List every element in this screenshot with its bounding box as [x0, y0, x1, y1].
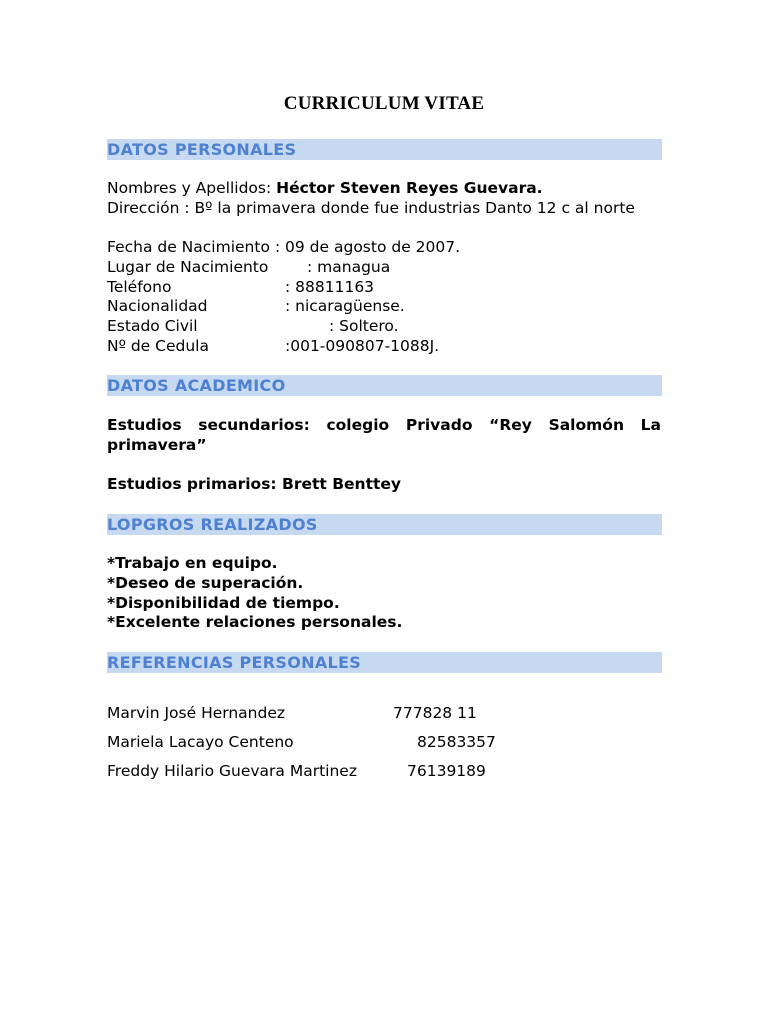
nationality-row [107, 296, 667, 316]
section-header-references [107, 652, 662, 673]
reference-row [107, 761, 667, 781]
phone-label: Teléfono [107, 278, 172, 296]
section-personal-label: DATOS PERSONALES [107, 140, 297, 159]
birth-place-label: Lugar de Nacimiento [107, 258, 269, 276]
reference-name: Mariela Lacayo Centeno [107, 733, 294, 751]
reference-name: Freddy Hilario Guevara Martinez [107, 762, 357, 780]
birth-date-row [107, 237, 460, 257]
achievement-item: *Disponibilidad de tiempo. [107, 594, 340, 612]
name-row [107, 178, 543, 198]
primary-studies: Estudios primarios: Brett Benttey [107, 475, 402, 493]
section-header-achievements [107, 514, 662, 535]
address-row: Dirección : Bº la primavera donde fue industrias Danto 12 c al norte [107, 199, 635, 217]
achievement-item: *Trabajo en equipo. [107, 554, 278, 572]
civil-status-value: : Soltero. [329, 317, 399, 335]
id-row [107, 336, 667, 356]
nationality-value: : nicaragüense. [285, 297, 405, 315]
section-header-personal [107, 139, 662, 160]
reference-phone: 82583357 [417, 733, 496, 751]
id-value: :001-090807-1088J. [285, 337, 440, 355]
reference-phone: 777828 11 [393, 704, 477, 722]
section-header-academic [107, 375, 662, 396]
reference-row [107, 732, 667, 752]
birth-date-label: Fecha de Nacimiento [107, 238, 270, 256]
civil-status-label: Estado Civil [107, 317, 198, 335]
phone-row [107, 277, 667, 297]
document-title: CURRICULUM VITAE [283, 93, 485, 114]
nationality-label: Nacionalidad [107, 297, 208, 315]
achievement-item: *Excelente relaciones personales. [107, 613, 403, 631]
reference-row [107, 703, 667, 723]
section-references-label: REFERENCIAS PERSONALES [107, 653, 362, 672]
phone-value: : 88811163 [285, 278, 375, 296]
reference-name: Marvin José Hernandez [107, 704, 286, 722]
section-academic-label: DATOS ACADEMICO [107, 376, 286, 395]
birth-place-value: : managua [307, 258, 391, 276]
achievement-item: *Deseo de superación. [107, 574, 304, 592]
id-label: Nº de Cedula [107, 337, 209, 355]
birth-place-row [107, 257, 667, 277]
name-label: Nombres y Apellidos: [107, 179, 272, 197]
birth-date-value: : 09 de agosto de 2007. [274, 238, 461, 256]
reference-phone: 76139189 [407, 762, 486, 780]
section-achievements-label: LOPGROS REALIZADOS [107, 515, 318, 534]
secondary-studies: Estudios secundarios: colegio Privado “Rey Salomón La primavera” [107, 416, 661, 454]
name-value: Héctor Steven Reyes Guevara. [276, 179, 543, 197]
civil-status-row [107, 316, 667, 336]
